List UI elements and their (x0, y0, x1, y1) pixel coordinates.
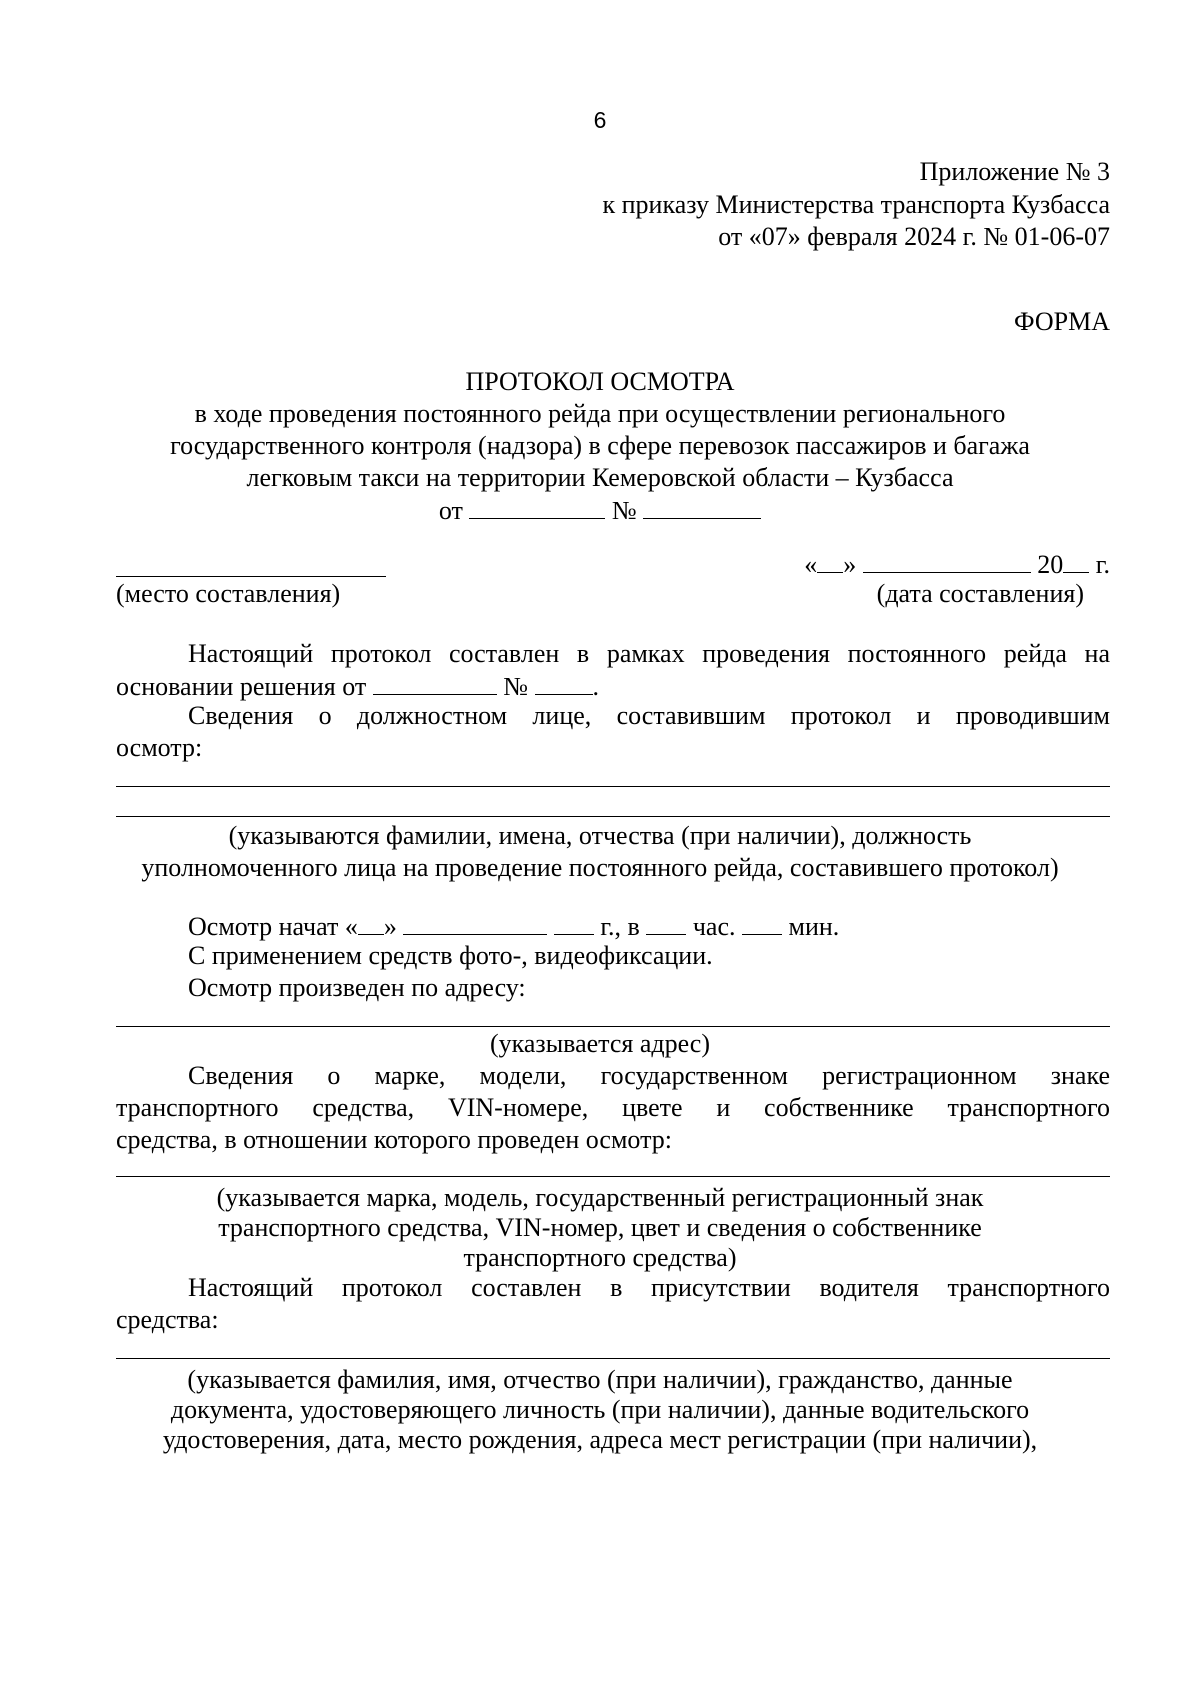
decision-date-blank (373, 670, 497, 695)
form-label: ФОРМА (1014, 307, 1110, 336)
address-label: Осмотр произведен по адресу: (188, 973, 526, 1002)
address-blank (116, 1026, 1110, 1027)
start-month-blank (403, 910, 547, 935)
appendix-line-1: Приложение № 3 (919, 157, 1110, 186)
protocol-date-number-line (0, 494, 1200, 527)
vehicle-line-2: транспортного средства, VIN-номере, цвете и собственнике транспортного (116, 1093, 1110, 1122)
paragraph-1-line-2: основании решения от № . (116, 672, 600, 701)
appendix-line-3: от «07» февраля 2024 г. № 01-06-07 (718, 222, 1110, 251)
appendix-line-2: к приказу Министерства транспорта Кузбасса (602, 190, 1110, 219)
month-blank (863, 548, 1031, 573)
vehicle-caption-line-2: транспортного средства, VIN-номер, цвет и сведения о собственнике (218, 1213, 982, 1242)
date-caption: (дата составления) (876, 579, 1084, 608)
start-year-blank (554, 910, 594, 935)
protocol-title: ПРОТОКОЛ ОСМОТРА (465, 367, 735, 396)
driver-caption-line-1: (указывается фамилия, имя, отчество (при наличии), гражданство, данные (187, 1365, 1013, 1394)
protocol-subtitle-line-1: в ходе проведения постоянного рейда при осуществлении регионального (194, 399, 1006, 428)
vehicle-blank (116, 1176, 1110, 1177)
driver-line-2: средства: (116, 1305, 219, 1334)
date-line: « » 20 г. (804, 550, 1110, 579)
vehicle-caption-line-3: транспортного средства) (463, 1243, 737, 1272)
page-number: 6 (593, 107, 607, 133)
driver-caption-line-3: удостоверения, дата, место рождения, адреса мест регистрации (при наличии), (162, 1425, 1038, 1454)
place-caption: (место составления) (116, 579, 341, 608)
driver-blank (116, 1358, 1110, 1359)
start-day-blank (358, 910, 384, 935)
photo-video-line: С применением средств фото-, видеофиксации. (188, 941, 713, 970)
driver-caption-line-2: документа, удостоверяющего личность (при наличии), данные водительского (170, 1395, 1030, 1424)
paragraph-2-line-1: Сведения о должностном лице, составившим протокол и проводившим (188, 701, 1110, 730)
decision-number-blank (535, 670, 593, 695)
paragraph-2-line-2: осмотр: (116, 733, 203, 762)
paragraph-1-line-1: Настоящий протокол составлен в рамках проведения постоянного рейда на (188, 639, 1110, 668)
start-hour-blank (646, 910, 686, 935)
day-blank (817, 548, 843, 573)
protocol-subtitle-line-3: легковым такси на территории Кемеровской области – Кузбасса (246, 463, 954, 492)
driver-line-1: Настоящий протокол составлен в присутствии водителя транспортного (188, 1273, 1110, 1302)
officer-caption-line-1: (указываются фамилии, имена, отчества (при наличии), должность (228, 821, 972, 850)
vehicle-caption-line-1: (указывается марка, модель, государственный регистрационный знак (216, 1183, 984, 1212)
year-blank (1063, 548, 1089, 573)
vehicle-line-1: Сведения о марке, модели, государственном регистрационном знаке (188, 1061, 1110, 1090)
protocol-subtitle-line-2: государственного контроля (надзора) в сфере перевозок пассажиров и багажа (170, 431, 1030, 460)
vehicle-line-3: средства, в отношении которого проведен осмотр: (116, 1125, 672, 1154)
start-minute-blank (742, 910, 782, 935)
inspection-start-line: Осмотр начат « » г., в час. мин. (188, 912, 840, 941)
officer-blank-line-1 (116, 786, 1110, 787)
protocol-date-blank (469, 494, 605, 519)
from-label: от (438, 496, 463, 525)
officer-blank-line-2 (116, 816, 1110, 817)
number-label: № (611, 496, 637, 525)
place-blank (116, 576, 386, 577)
address-caption: (указывается адрес) (489, 1029, 711, 1058)
protocol-number-blank (643, 494, 761, 519)
officer-caption-line-2: уполномоченного лица на проведение постоянного рейда, составившего протокол) (141, 853, 1059, 882)
